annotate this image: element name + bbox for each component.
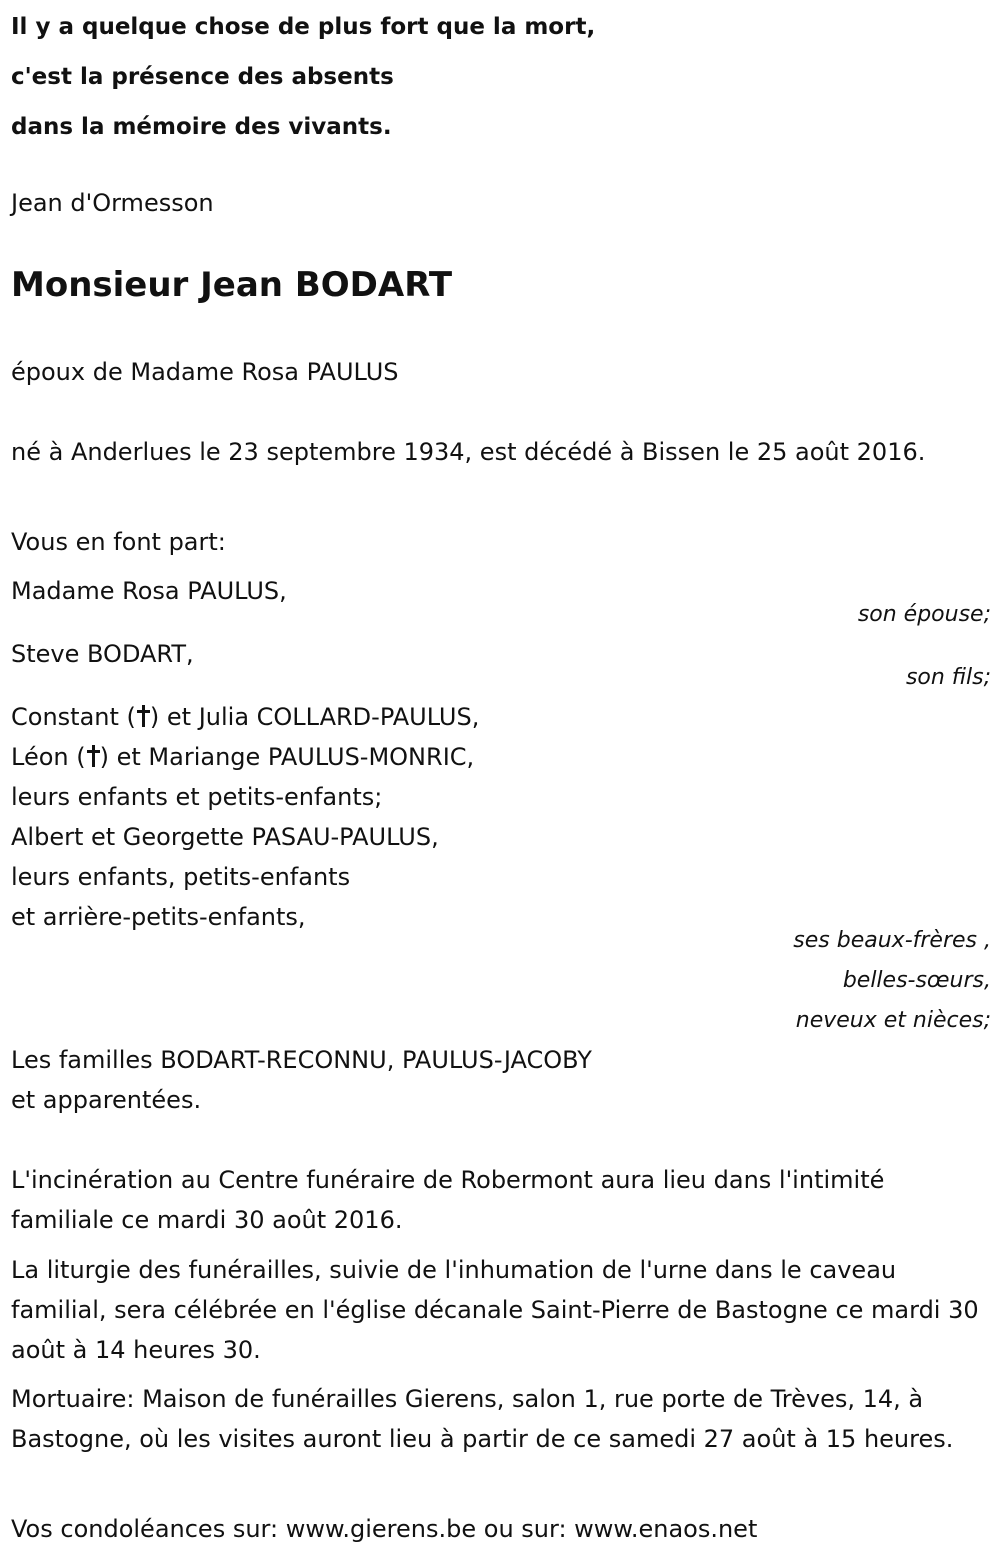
latin-cross-icon — [87, 744, 99, 768]
family-spouse-name: Madame Rosa PAULUS, — [11, 577, 287, 605]
in-laws-line-1-a: Constant ( — [11, 703, 136, 731]
in-laws-line-1-b: ) et Julia COLLARD-PAULUS, — [149, 703, 480, 731]
in-laws-line-3: leurs enfants et petits-enfants; — [11, 783, 383, 811]
liturgy-paragraph: La liturgie des funérailles, suivie de l'inhumation de l'urne dans le caveau familial, sera célébrée en l'église décanale Saint-Pierre de Bastogne ce mardi 30 août à 14 heures 30. — [11, 1256, 979, 1364]
families-line-2: et apparentées. — [11, 1086, 202, 1114]
in-laws-line-2-a: Léon ( — [11, 743, 86, 771]
quote-line: Il y a quelque chose de plus fort que la mort, — [11, 14, 596, 40]
birth-death-line: né à Anderlues le 23 septembre 1934, est décédé à Bissen le 25 août 2016. — [11, 438, 926, 466]
in-laws-relation-2: belles-sœurs, — [842, 968, 991, 993]
in-laws-line-6: et arrière-petits-enfants, — [11, 903, 306, 931]
in-laws-relation-1: ses beaux-frères , — [793, 928, 991, 953]
latin-cross-icon — [137, 704, 149, 728]
deceased-name: Monsieur Jean BODART — [11, 265, 453, 305]
quote-line: c'est la présence des absents — [11, 64, 394, 90]
in-laws-line-2-b: ) et Mariange PAULUS-MONRIC, — [99, 743, 475, 771]
condolences-line: Vos condoléances sur: www.gierens.be ou sur: www.enaos.net — [11, 1515, 758, 1543]
mortuary-paragraph: Mortuaire: Maison de funérailles Gierens, salon 1, rue porte de Trèves, 14, à Bastogne, où les visites auront lieu à partir de ce samedi 27 août à 15 heures. — [11, 1385, 954, 1453]
in-laws-line-2 — [11, 737, 991, 777]
in-laws-line-5: leurs enfants, petits-enfants — [11, 863, 351, 891]
spouse-line: époux de Madame Rosa PAULUS — [11, 358, 399, 386]
in-laws-line-1 — [11, 697, 991, 737]
families-line-1: Les familles BODART-RECONNU, PAULUS-JACOBY — [11, 1046, 592, 1074]
quote-author: Jean d'Ormesson — [11, 189, 214, 217]
quote-line: dans la mémoire des vivants. — [11, 114, 392, 140]
family-son-name: Steve BODART, — [11, 640, 194, 668]
epigraph-quote — [11, 2, 991, 152]
family-son-relation: son fils; — [905, 665, 991, 690]
in-laws-line-4: Albert et Georgette PASAU-PAULUS, — [11, 823, 439, 851]
in-laws-relation-3: neveux et nièces; — [795, 1008, 991, 1033]
cremation-paragraph: L'incinération au Centre funéraire de Robermont aura lieu dans l'intimité familiale ce mardi 30 août 2016. — [11, 1166, 885, 1234]
announcement-intro: Vous en font part: — [11, 528, 226, 556]
family-spouse-relation: son épouse; — [857, 602, 991, 627]
